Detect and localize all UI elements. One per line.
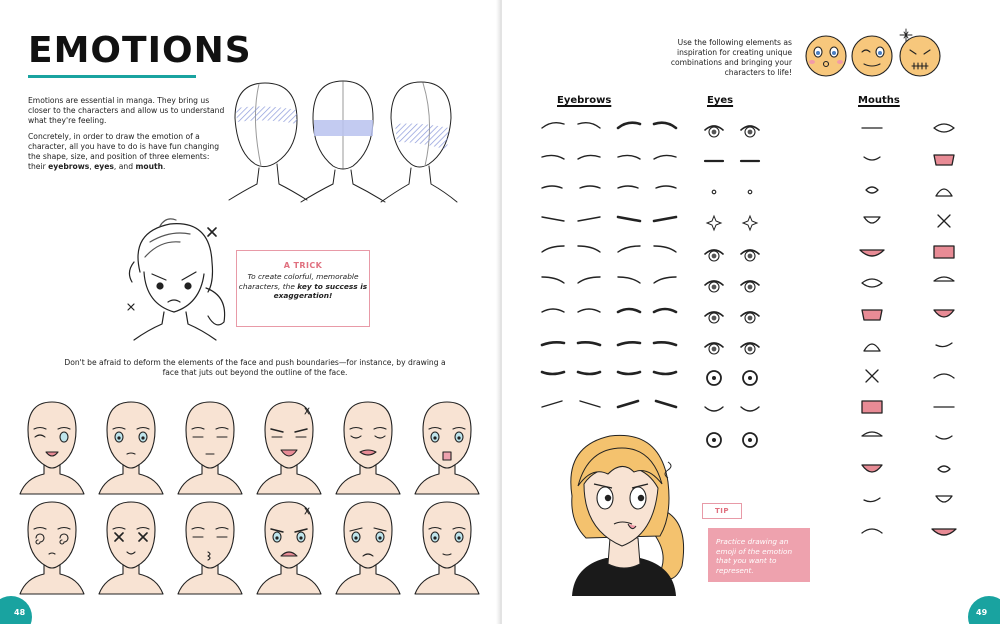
angry-character-sketch [120, 212, 240, 342]
eyebrow-example [654, 123, 676, 128]
eyebrow-example [654, 217, 676, 221]
eye-example [705, 407, 723, 411]
mouth-example [938, 215, 950, 227]
right-page [502, 0, 1000, 624]
expression-face [257, 402, 321, 494]
eye-example [705, 250, 723, 261]
inspiration-text: Use the following elements as inspiration for creating unique combinations and bringing your characters to life! [670, 38, 792, 77]
left-page [0, 0, 498, 624]
expression-faces-grid [12, 400, 492, 596]
mouth-example [934, 374, 954, 378]
expression-face [20, 402, 84, 494]
eyebrow-example [542, 372, 564, 374]
eyebrow-example [542, 246, 564, 252]
eyebrow-example [542, 123, 564, 128]
eye-example [743, 371, 757, 385]
intro-sep-2: , and [113, 162, 136, 171]
mouth-example [864, 157, 880, 160]
intro-end: . [163, 162, 166, 171]
eye-example [705, 343, 723, 354]
mouth-example [864, 344, 880, 351]
mouth-example [936, 496, 952, 502]
eyebrow-example [618, 342, 640, 345]
mouth-example [866, 370, 878, 382]
eye-example [743, 216, 757, 230]
page-number-right [968, 596, 1000, 624]
trick-callout [236, 250, 370, 327]
mouth-example [864, 217, 880, 223]
eyebrow-example [578, 246, 600, 252]
eye-example [705, 312, 723, 323]
eyebrow-example [618, 309, 640, 312]
mouth-example [936, 189, 952, 196]
eyebrow-example [578, 309, 600, 312]
eyebrow-example [618, 246, 640, 252]
eyebrow-example [654, 309, 676, 312]
eyebrow-example [656, 401, 676, 407]
page-number-right-text: 49 [976, 608, 988, 617]
expression-face [415, 402, 479, 494]
mouths-examples [848, 118, 988, 558]
intro-paragraph-1: Emotions are essential in manga. They bring us closer to the characters and allow us to understand what they're feeling. [28, 96, 225, 125]
eye-example [748, 190, 752, 194]
trick-heading: A TRICK [283, 261, 323, 270]
expression-face [99, 402, 163, 494]
eye-example [741, 126, 759, 137]
intro-paragraph-2 [28, 132, 228, 172]
expression-face [336, 402, 400, 494]
page-number-left [0, 596, 32, 624]
eyebrow-example [542, 186, 562, 188]
emoji-faces [804, 28, 944, 88]
eyebrow-example [656, 186, 676, 188]
page-number-left-text: 48 [14, 608, 26, 617]
head-construction-illustration [225, 78, 455, 208]
eyebrow-example [578, 372, 600, 374]
trick-body [237, 272, 369, 301]
eyebrow-example [618, 372, 640, 374]
tip-callout: Practice drawing an emoji of the emotion that you want to represent. [708, 528, 810, 582]
mouth-example [860, 250, 884, 256]
eyebrow-example [542, 277, 564, 283]
blonde-character-illustration [550, 426, 700, 596]
eyebrows-examples [542, 120, 692, 420]
expression-face [99, 502, 163, 594]
eyebrow-example [618, 277, 640, 283]
mouth-example [934, 277, 954, 281]
intro-eyebrows: eyebrows [48, 162, 90, 171]
eyebrow-example [542, 309, 564, 312]
eyebrow-example [654, 155, 676, 159]
intro-text [28, 96, 228, 178]
eyebrow-example [654, 246, 676, 252]
trick-bold-text: key to success is exaggeration! [273, 281, 368, 300]
eyebrow-example [618, 217, 640, 221]
mouth-example [934, 246, 954, 258]
eyebrow-example [580, 401, 600, 407]
mouth-example [866, 187, 878, 193]
mouth-example [864, 498, 880, 502]
eye-example [741, 281, 759, 292]
expression-face [257, 502, 321, 594]
eye-example [741, 250, 759, 261]
mouth-example [862, 401, 882, 413]
expression-face [415, 502, 479, 594]
eyebrow-example [578, 155, 600, 159]
column-heading-mouths: Mouths [858, 95, 900, 106]
expression-face [336, 502, 400, 594]
eyebrow-example [618, 401, 638, 407]
eyebrow-example [654, 277, 676, 283]
column-heading-eyebrows: Eyebrows [557, 95, 612, 106]
eyebrow-example [542, 217, 564, 221]
eyebrow-example [618, 155, 640, 159]
mouth-example [938, 466, 950, 472]
page-title: EMOTIONS [28, 30, 252, 71]
deform-text: Don't be afraid to deform the elements of the face and push boundaries—for instance, by drawing a face that juts out beyond the outline of the face. [64, 358, 446, 377]
eyebrow-example [580, 186, 600, 188]
eye-example [741, 407, 759, 411]
eyebrow-example [578, 217, 600, 221]
mouth-example [934, 124, 954, 132]
eye-example [705, 281, 723, 292]
eyebrow-example [654, 372, 676, 374]
title-underline [28, 75, 196, 78]
intro-mouth: mouth [135, 162, 164, 171]
expression-face [178, 502, 242, 594]
mouth-example [936, 436, 952, 439]
eye-example [712, 190, 716, 194]
eye-example [707, 371, 721, 385]
eyes-examples [694, 120, 834, 470]
intro-sep-1: , [89, 162, 95, 171]
mouth-example [934, 310, 954, 317]
eyebrow-example [578, 123, 600, 128]
eyebrow-example [618, 123, 640, 128]
eyebrow-example [542, 401, 562, 407]
mouth-example [862, 465, 882, 472]
mouth-example [936, 343, 952, 347]
tip-label: TIP [702, 503, 742, 519]
column-heading-eyes: Eyes [707, 95, 734, 106]
eyebrow-example [578, 277, 600, 283]
mouth-example [862, 310, 882, 320]
mouth-example [934, 155, 954, 165]
eye-example [741, 343, 759, 354]
intro-p2-start: Concretely, in order to draw the emotion of a character, all you have to do is have fun changing the shape, size, and position of three elements: their [28, 132, 220, 171]
eyebrow-example [542, 342, 564, 345]
trick-text: To create colorful, memorable characters, the [238, 272, 359, 291]
mouth-example [862, 529, 882, 533]
expression-face [178, 402, 242, 494]
eyebrow-example [578, 342, 600, 345]
eyebrow-example [542, 155, 564, 159]
eye-example [705, 126, 723, 137]
intro-eyes: eyes [94, 162, 114, 171]
eyebrow-example [618, 186, 638, 188]
eye-example [741, 312, 759, 323]
eye-example [707, 216, 721, 230]
eye-example [743, 433, 757, 447]
eye-example [707, 433, 721, 447]
eyebrow-example [654, 342, 676, 345]
mouth-example [862, 279, 882, 287]
mouth-example [862, 432, 882, 436]
mouth-example [932, 529, 956, 535]
expression-face [20, 502, 84, 594]
